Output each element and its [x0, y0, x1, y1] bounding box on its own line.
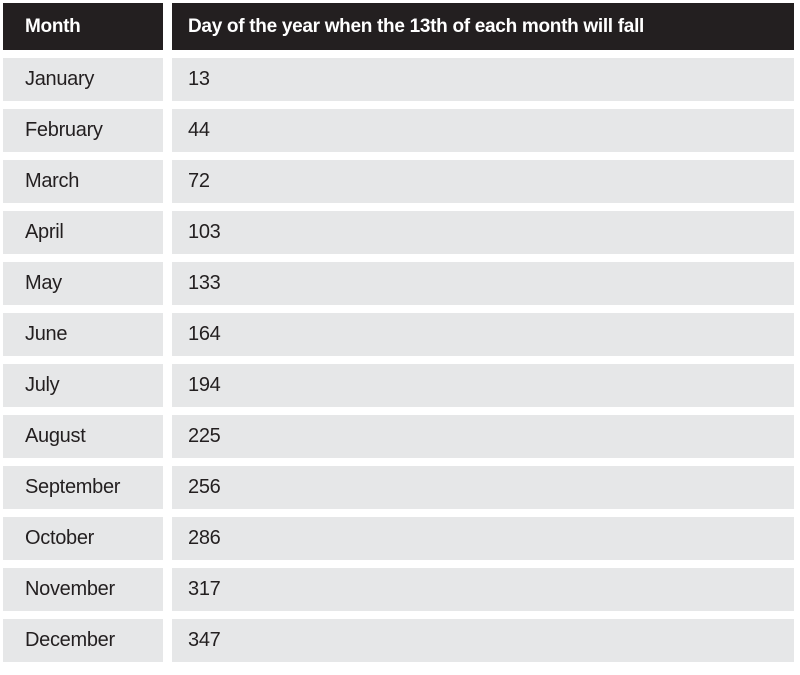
day-cell: 13: [172, 58, 794, 101]
month-cell: August: [3, 415, 163, 458]
month-cell: January: [3, 58, 163, 101]
table-header-day-of-year: Day of the year when the 13th of each month will fall: [172, 3, 794, 50]
day-cell: 133: [172, 262, 794, 305]
month-cell: May: [3, 262, 163, 305]
day-cell: 44: [172, 109, 794, 152]
day-cell: 164: [172, 313, 794, 356]
month-cell: December: [3, 619, 163, 662]
day-cell: 103: [172, 211, 794, 254]
table-header-month: Month: [3, 3, 163, 50]
day-cell: 256: [172, 466, 794, 509]
month-cell: March: [3, 160, 163, 203]
month-cell: July: [3, 364, 163, 407]
month-cell: February: [3, 109, 163, 152]
month-cell: September: [3, 466, 163, 509]
month-cell: June: [3, 313, 163, 356]
month-cell: November: [3, 568, 163, 611]
day-cell: 72: [172, 160, 794, 203]
day-cell: 225: [172, 415, 794, 458]
day-cell: 317: [172, 568, 794, 611]
day-cell: 347: [172, 619, 794, 662]
day-cell: 194: [172, 364, 794, 407]
day-cell: 286: [172, 517, 794, 560]
month-cell: April: [3, 211, 163, 254]
month-cell: October: [3, 517, 163, 560]
